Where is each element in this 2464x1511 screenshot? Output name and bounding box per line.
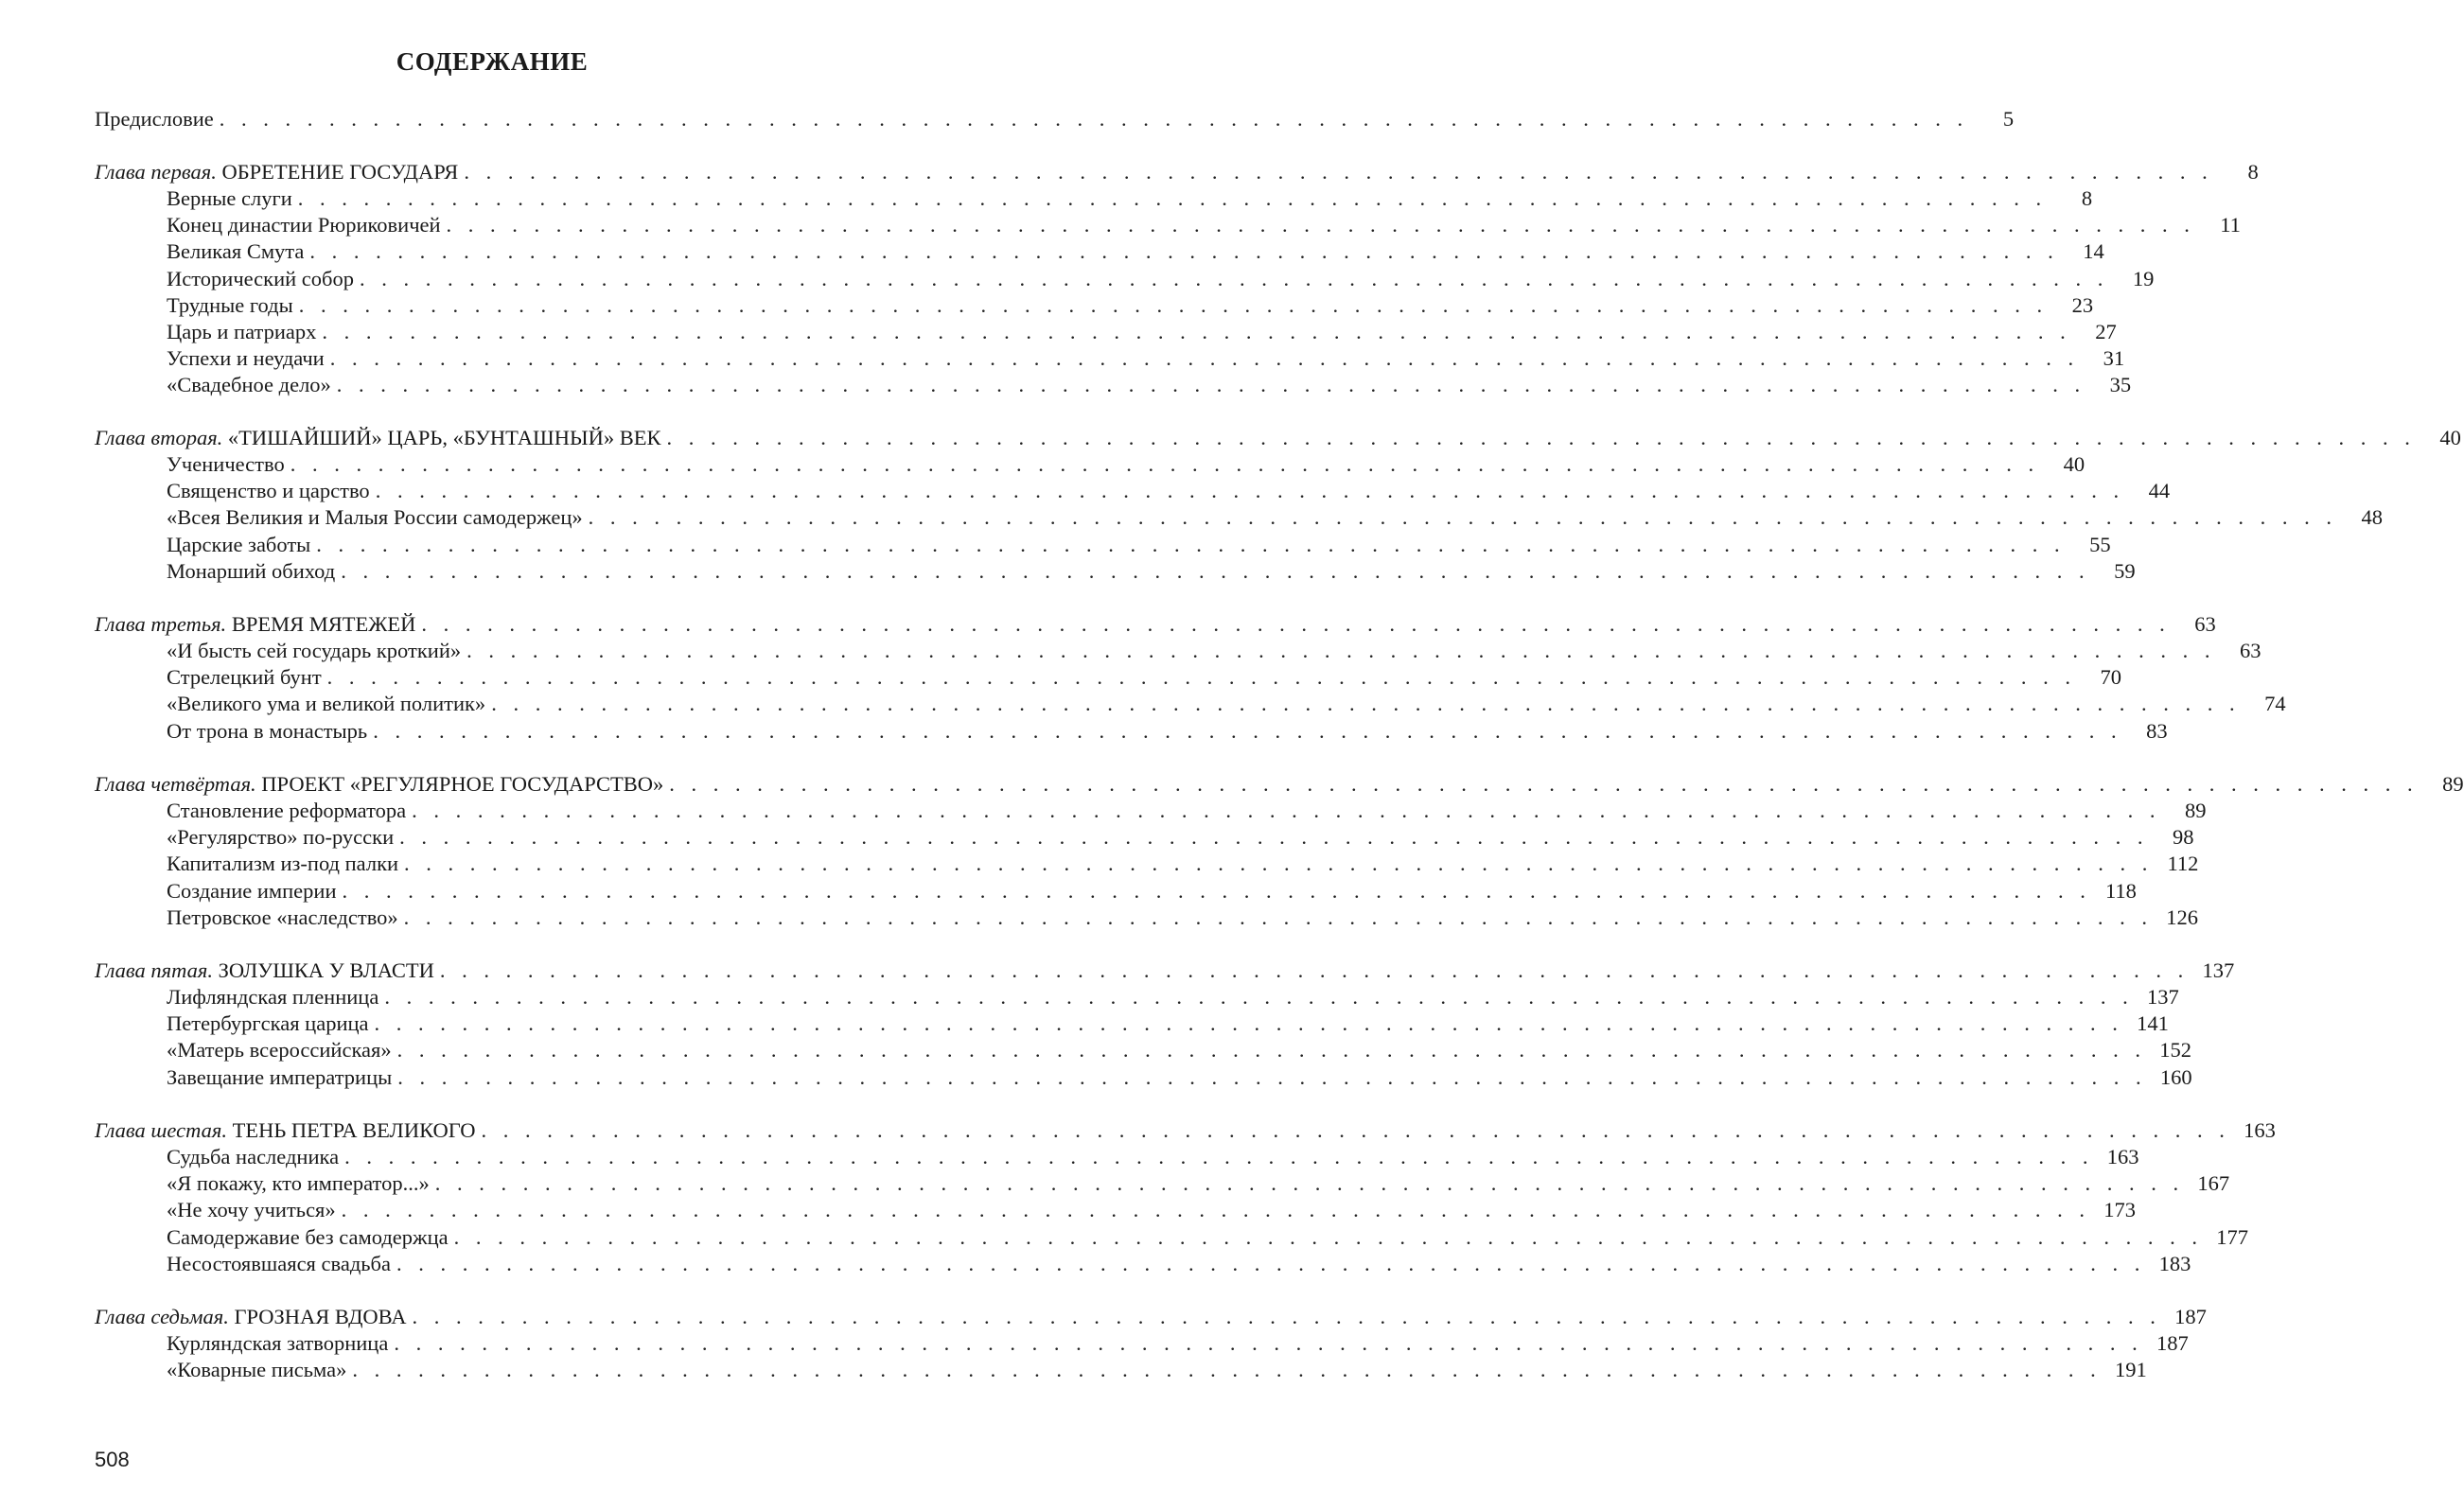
- dot-leader: . . . . . . . . . . . . . . . . . . . . . . . . . . . . . . . . . . . . . . . . . . . . . . . . . . . . . . . . . . . . . . . . . . . . . . . . . . . . . . . .: [352, 1358, 2102, 1382]
- entry-label: [95, 771, 663, 798]
- toc-section-entry: [167, 532, 2111, 558]
- entry-label: [95, 958, 434, 984]
- entry-label: [167, 185, 292, 212]
- entry-page-number: 70: [2100, 665, 2122, 690]
- page-number: 508: [95, 1448, 130, 1471]
- toc-section-entry: [167, 905, 2199, 931]
- dot-leader: . . . . . . . . . . . . . . . . . . . . . . . . . . . . . . . . . . . . . . . . . . . . . . . . . . . . . . . . . . . . . . . . . . . . . . . . . . . . . . . .: [219, 107, 1969, 131]
- dot-leader: . . . . . . . . . . . . . . . . . . . . . . . . . . . . . . . . . . . . . . . . . . . . . . . . . . . . . . . . . . . . . . . . . . . . . . . . . . . . . . . .: [329, 346, 2080, 371]
- entry-page-number: 19: [2132, 266, 2155, 290]
- entry-label: [167, 1037, 392, 1063]
- entry-label: [95, 159, 458, 185]
- toc-entry-preface: [95, 106, 2015, 132]
- dot-leader: . . . . . . . . . . . . . . . . . . . . . . . . . . . . . . . . . . . . . . . . . . . . . . . . . . . . . . . . . . . . . . . . . . . . . . . . . . . . . . . .: [588, 505, 2337, 530]
- dot-leader: . . . . . . . . . . . . . . . . . . . . . . . . . . . . . . . . . . . . . . . . . . . . . . . . . . . . . . . . . . . . . . . . . . . . . . . . . . . . . . . .: [373, 718, 2122, 743]
- entry-label: [167, 292, 293, 319]
- entry-page-number: 126: [2166, 905, 2199, 929]
- dot-leader: . . . . . . . . . . . . . . . . . . . . . . . . . . . . . . . . . . . . . . . . . . . . . . . . . . . . . . . . . . . . . . . . . . . . . . . . . . . . . . . .: [464, 160, 2213, 184]
- entry-label: [167, 638, 461, 664]
- toc-section-entry: [167, 1144, 2139, 1170]
- section-title: Завещание императрицы: [167, 1064, 393, 1089]
- toc-section-entry: [167, 1330, 2189, 1357]
- entry-page-number: 152: [2159, 1038, 2192, 1063]
- dot-leader: . . . . . . . . . . . . . . . . . . . . . . . . . . . . . . . . . . . . . . . . . . . . . . . . . . . . . . . . . . . . . . . . . . . . . . . . . . . . . . . .: [290, 452, 2040, 477]
- chapter-title: ЗОЛУШКА У ВЛАСТИ: [218, 958, 434, 982]
- toc-section-entry: [167, 1251, 2191, 1277]
- entry-label: [167, 984, 378, 1010]
- section-title: Петровское «наследство»: [167, 905, 398, 929]
- toc-section-entry: [167, 984, 2179, 1010]
- chapter-prefix: Глава пятая.: [95, 958, 213, 982]
- entry-page-number: 23: [2071, 292, 2094, 317]
- entry-page-number: 163: [2106, 1145, 2139, 1169]
- toc-section-entry: [167, 1037, 2192, 1063]
- toc-section-entry: [167, 1064, 2192, 1091]
- toc-chapter-entry: [95, 611, 2216, 638]
- toc-chapter-entry: [95, 1117, 2276, 1144]
- section-title: Петербургская царица: [167, 1011, 369, 1036]
- entry-page-number: 35: [2109, 373, 2132, 397]
- entry-page-number: 173: [2103, 1198, 2137, 1222]
- chapter-title: ОБРЕТЕНИЕ ГОСУДАРЯ: [221, 160, 459, 184]
- entry-page-number: 137: [2146, 985, 2179, 1010]
- dot-leader: . . . . . . . . . . . . . . . . . . . . . . . . . . . . . . . . . . . . . . . . . . . . . . . . . . . . . . . . . . . . . . . . . . . . . . . . . . . . . . . .: [396, 1251, 2146, 1275]
- dot-leader: . . . . . . . . . . . . . . . . . . . . . . . . . . . . . . . . . . . . . . . . . . . . . . . . . . . . . . . . . . . . . . . . . . . . . . . . . . . . . . . .: [399, 825, 2149, 850]
- section-title: Верные слуги: [167, 186, 292, 211]
- entry-page-number: 89: [2184, 799, 2207, 823]
- entry-page-number: 137: [2202, 958, 2235, 982]
- chapter-prefix: Глава седьмая.: [95, 1305, 229, 1328]
- toc-section-entry: [167, 345, 2125, 372]
- toc-section-entry: [167, 878, 2137, 905]
- entry-label: [167, 824, 394, 851]
- section-title: Священство и царство: [167, 479, 370, 503]
- section-title: Царь и патриарх: [167, 319, 317, 343]
- section-title: «Коварные письма»: [167, 1358, 347, 1382]
- toc-section-entry: [167, 1197, 2137, 1223]
- entry-label: [167, 664, 322, 691]
- section-title: Царские заботы: [167, 532, 311, 556]
- section-title: Курляндская затворница: [167, 1331, 389, 1356]
- toc-section-entry: [167, 319, 2117, 345]
- entry-label: [95, 106, 214, 132]
- entry-page-number: 11: [2220, 213, 2241, 237]
- section-title: «Не хочу учиться»: [167, 1198, 336, 1222]
- chapter-title: ТЕНЬ ПЕТРА ВЕЛИКОГО: [232, 1118, 476, 1142]
- dot-leader: . . . . . . . . . . . . . . . . . . . . . . . . . . . . . . . . . . . . . . . . . . . . . . . . . . . . . . . . . . . . . . . . . . . . . . . . . . . . . . . .: [491, 692, 2241, 716]
- dot-leader: . . . . . . . . . . . . . . . . . . . . . . . . . . . . . . . . . . . . . . . . . . . . . . . . . . . . . . . . . . . . . . . . . . . . . . . . . . . . . . . .: [394, 1331, 2143, 1356]
- chapter-prefix: Глава четвёртая.: [95, 772, 256, 796]
- section-title: Самодержавие без самодержца: [167, 1224, 449, 1249]
- dot-leader: . . . . . . . . . . . . . . . . . . . . . . . . . . . . . . . . . . . . . . . . . . . . . . . . . . . . . . . . . . . . . . . . . . . . . . . . . . . . . . . .: [446, 213, 2195, 237]
- entry-label: [167, 718, 367, 745]
- section-title: «Регулярство» по-русски: [167, 825, 395, 850]
- entry-label: [95, 1304, 407, 1330]
- entry-label: [167, 558, 335, 585]
- toc-section-entry: [167, 372, 2132, 398]
- toc-section-entry: [167, 292, 2094, 319]
- entry-label: [167, 532, 310, 558]
- entry-label: [167, 1144, 339, 1170]
- dot-leader: . . . . . . . . . . . . . . . . . . . . . . . . . . . . . . . . . . . . . . . . . . . . . . . . . . . . . . . . . . . . . . . . . . . . . . . . . . . . . . . .: [326, 665, 2077, 690]
- section-title: Становление реформатора: [167, 799, 407, 823]
- section-title: Успехи и неудачи: [167, 346, 325, 371]
- entry-page-number: 187: [2174, 1305, 2207, 1328]
- dot-leader: . . . . . . . . . . . . . . . . . . . . . . . . . . . . . . . . . . . . . . . . . . . . . . . . . . . . . . . . . . . . . . . . . . . . . . . . . . . . . . . .: [412, 1305, 2161, 1328]
- entry-page-number: 31: [2103, 346, 2125, 371]
- chapter-title: ГРОЗНАЯ ВДОВА: [234, 1305, 407, 1328]
- toc-chapter-entry: [95, 771, 2464, 798]
- toc-section-entry: [167, 212, 2241, 238]
- section-title: Ученичество: [167, 452, 285, 477]
- entry-label: [167, 212, 441, 238]
- section-title: Стрелецкий бунт: [167, 665, 322, 690]
- section-title: Монарший обиход: [167, 558, 336, 583]
- chapter-title: ПРОЕКТ «РЕГУЛЯРНОЕ ГОСУДАРСТВО»: [261, 772, 664, 796]
- section-title: Трудные годы: [167, 292, 293, 317]
- entry-label: [167, 905, 398, 931]
- section-title: «Я покажу, кто император...»: [167, 1171, 430, 1196]
- entry-label: [167, 451, 285, 478]
- section-title: Судьба наследника: [167, 1145, 340, 1169]
- section-title: Несостоявшаяся свадьба: [167, 1251, 391, 1275]
- entry-page-number: 55: [2089, 532, 2111, 556]
- entry-label: [167, 1197, 336, 1223]
- entry-label: [167, 1224, 449, 1251]
- entry-page-number: 98: [2173, 825, 2194, 850]
- entry-page-number: 8: [2081, 186, 2093, 211]
- entry-page-number: 89: [2442, 772, 2464, 796]
- toc-section-entry: [167, 238, 2104, 265]
- dot-leader: . . . . . . . . . . . . . . . . . . . . . . . . . . . . . . . . . . . . . . . . . . . . . . . . . . . . . . . . . . . . . . . . . . . . . . . . . . . . . . . .: [341, 558, 2090, 583]
- toc-section-entry: [167, 266, 2155, 292]
- preface-label: Предисловие: [95, 107, 214, 131]
- entry-page-number: 160: [2159, 1064, 2192, 1089]
- section-title: Капитализм из-под палки: [167, 852, 399, 876]
- dot-leader: . . . . . . . . . . . . . . . . . . . . . . . . . . . . . . . . . . . . . . . . . . . . . . . . . . . . . . . . . . . . . . . . . . . . . . . . . . . . . . . .: [360, 266, 2109, 290]
- dot-leader: . . . . . . . . . . . . . . . . . . . . . . . . . . . . . . . . . . . . . . . . . . . . . . . . . . . . . . . . . . . . . . . . . . . . . . . . . . . . . . . .: [412, 799, 2161, 823]
- dot-leader: . . . . . . . . . . . . . . . . . . . . . . . . . . . . . . . . . . . . . . . . . . . . . . . . . . . . . . . . . . . . . . . . . . . . . . . . . . . . . . . .: [374, 1011, 2123, 1036]
- dot-leader: . . . . . . . . . . . . . . . . . . . . . . . . . . . . . . . . . . . . . . . . . . . . . . . . . . . . . . . . . . . . . . . . . . . . . . . . . . . . . . . .: [481, 1118, 2230, 1142]
- toc-chapter-entry: [95, 1304, 2207, 1330]
- dot-leader: . . . . . . . . . . . . . . . . . . . . . . . . . . . . . . . . . . . . . . . . . . . . . . . . . . . . . . . . . . . . . . . . . . . . . . . . . . . . . . . .: [384, 985, 2134, 1010]
- entry-label: [167, 478, 370, 504]
- entry-page-number: 141: [2137, 1011, 2169, 1036]
- entry-page-number: 40: [2063, 452, 2086, 477]
- section-title: Исторический собор: [167, 266, 354, 290]
- entry-page-number: 83: [2146, 718, 2168, 743]
- dot-leader: . . . . . . . . . . . . . . . . . . . . . . . . . . . . . . . . . . . . . . . . . . . . . . . . . . . . . . . . . . . . . . . . . . . . . . . . . . . . . . . .: [453, 1224, 2203, 1249]
- dot-leader: . . . . . . . . . . . . . . . . . . . . . . . . . . . . . . . . . . . . . . . . . . . . . . . . . . . . . . . . . . . . . . . . . . . . . . . . . . . . . . . .: [434, 1171, 2185, 1196]
- entry-page-number: 5: [2002, 107, 2015, 131]
- entry-label: [167, 798, 406, 824]
- dot-leader: . . . . . . . . . . . . . . . . . . . . . . . . . . . . . . . . . . . . . . . . . . . . . . . . . . . . . . . . . . . . . . . . . . . . . . . . . . . . . . . .: [466, 639, 2216, 663]
- entry-label: [167, 878, 337, 905]
- toc-title: СОДЕРЖАНИЕ: [396, 47, 589, 76]
- entry-page-number: 27: [2095, 319, 2117, 343]
- toc-section-entry: [167, 1357, 2147, 1383]
- entry-page-number: 167: [2197, 1171, 2230, 1196]
- toc-section-entry: [167, 1170, 2230, 1197]
- dot-leader: . . . . . . . . . . . . . . . . . . . . . . . . . . . . . . . . . . . . . . . . . . . . . . . . . . . . . . . . . . . . . . . . . . . . . . . . . . . . . . . .: [397, 1064, 2147, 1089]
- dot-leader: . . . . . . . . . . . . . . . . . . . . . . . . . . . . . . . . . . . . . . . . . . . . . . . . . . . . . . . . . . . . . . . . . . . . . . . . . . . . . . . .: [341, 1198, 2091, 1222]
- toc-section-entry: [167, 798, 2207, 824]
- entry-page-number: 163: [2244, 1118, 2276, 1142]
- toc-section-entry: [167, 718, 2168, 745]
- section-title: «Матерь всероссийская»: [167, 1038, 392, 1063]
- entry-page-number: 63: [2240, 639, 2262, 663]
- toc-section-entry: [167, 1010, 2169, 1037]
- section-title: «Великого ума и великой политик»: [167, 692, 486, 716]
- toc-section-entry: [167, 478, 2171, 504]
- toc-chapter-entry: [95, 159, 2259, 185]
- section-title: Великая Смута: [167, 239, 305, 264]
- dot-leader: . . . . . . . . . . . . . . . . . . . . . . . . . . . . . . . . . . . . . . . . . . . . . . . . . . . . . . . . . . . . . . . . . . . . . . . . . . . . . . . .: [404, 852, 2154, 876]
- entry-page-number: 118: [2104, 878, 2137, 903]
- toc-section-entry: [167, 504, 2383, 531]
- dot-leader: . . . . . . . . . . . . . . . . . . . . . . . . . . . . . . . . . . . . . . . . . . . . . . . . . . . . . . . . . . . . . . . . . . . . . . . . . . . . . . . .: [322, 319, 2071, 343]
- entry-page-number: 191: [2115, 1358, 2147, 1382]
- dot-leader: . . . . . . . . . . . . . . . . . . . . . . . . . . . . . . . . . . . . . . . . . . . . . . . . . . . . . . . . . . . . . . . . . . . . . . . . . . . . . . . .: [309, 239, 2059, 264]
- entry-page-number: 74: [2264, 692, 2286, 716]
- chapter-prefix: Глава вторая.: [95, 426, 223, 449]
- toc-chapter-entry: [95, 425, 2461, 451]
- entry-label: [167, 851, 398, 877]
- toc-section-entry: [167, 664, 2122, 691]
- entry-label: [167, 1357, 346, 1383]
- toc-section-entry: [167, 824, 2194, 851]
- entry-page-number: 177: [2216, 1224, 2248, 1249]
- entry-label: [167, 1251, 391, 1277]
- chapter-title: «ТИШАЙШИЙ» ЦАРЬ, «БУНТАШНЫЙ» ВЕК: [227, 426, 661, 449]
- dot-leader: . . . . . . . . . . . . . . . . . . . . . . . . . . . . . . . . . . . . . . . . . . . . . . . . . . . . . . . . . . . . . . . . . . . . . . . . . . . . . . . .: [342, 878, 2091, 903]
- entry-page-number: 183: [2158, 1251, 2191, 1275]
- toc-section-entry: [167, 851, 2199, 877]
- entry-page-number: 48: [2361, 505, 2383, 530]
- dot-leader: . . . . . . . . . . . . . . . . . . . . . . . . . . . . . . . . . . . . . . . . . . . . . . . . . . . . . . . . . . . . . . . . . . . . . . . . . . . . . . . .: [298, 292, 2049, 317]
- entry-page-number: 14: [2083, 239, 2104, 264]
- entry-label: [167, 319, 316, 345]
- entry-label: [167, 1010, 369, 1037]
- dot-leader: . . . . . . . . . . . . . . . . . . . . . . . . . . . . . . . . . . . . . . . . . . . . . . . . . . . . . . . . . . . . . . . . . . . . . . . . . . . . . . . .: [421, 612, 2171, 636]
- dot-leader: . . . . . . . . . . . . . . . . . . . . . . . . . . . . . . . . . . . . . . . . . . . . . . . . . . . . . . . . . . . . . . . . . . . . . . . . . . . . . . . .: [344, 1145, 2094, 1169]
- entry-page-number: 59: [2114, 558, 2136, 583]
- dot-leader: . . . . . . . . . . . . . . . . . . . . . . . . . . . . . . . . . . . . . . . . . . . . . . . . . . . . . . . . . . . . . . . . . . . . . . . . . . . . . . . .: [403, 905, 2154, 929]
- section-title: «И бысть сей государь кроткий»: [167, 639, 462, 663]
- entry-label: [95, 611, 415, 638]
- toc-chapter-entry: [95, 958, 2235, 984]
- entry-label: [167, 1170, 430, 1197]
- dot-leader: . . . . . . . . . . . . . . . . . . . . . . . . . . . . . . . . . . . . . . . . . . . . . . . . . . . . . . . . . . . . . . . . . . . . . . . . . . . . . . . .: [375, 479, 2125, 503]
- toc-section-entry: [167, 1224, 2248, 1251]
- toc-section-entry: [167, 185, 2093, 212]
- entry-label: [167, 266, 354, 292]
- chapter-prefix: Глава первая.: [95, 160, 217, 184]
- dot-leader: . . . . . . . . . . . . . . . . . . . . . . . . . . . . . . . . . . . . . . . . . . . . . . . . . . . . . . . . . . . . . . . . . . . . . . . . . . . . . . . .: [316, 532, 2066, 556]
- dot-leader: . . . . . . . . . . . . . . . . . . . . . . . . . . . . . . . . . . . . . . . . . . . . . . . . . . . . . . . . . . . . . . . . . . . . . . . . . . . . . . . .: [669, 772, 2419, 796]
- chapter-prefix: Глава третья.: [95, 612, 227, 636]
- section-title: «Всея Великия и Малыя России самодержец»: [167, 505, 583, 530]
- toc-section-entry: [167, 638, 2262, 664]
- chapter-prefix: Глава шестая.: [95, 1118, 227, 1142]
- section-title: Создание империи: [167, 878, 337, 903]
- entry-label: [167, 1064, 392, 1091]
- entry-label: [167, 1330, 388, 1357]
- chapter-title: ВРЕМЯ МЯТЕЖЕЙ: [231, 612, 416, 636]
- dot-leader: . . . . . . . . . . . . . . . . . . . . . . . . . . . . . . . . . . . . . . . . . . . . . . . . . . . . . . . . . . . . . . . . . . . . . . . . . . . . . . . .: [439, 958, 2190, 982]
- toc-section-entry: [167, 558, 2136, 585]
- entry-page-number: 44: [2148, 479, 2171, 503]
- section-title: От трона в монастырь: [167, 718, 368, 743]
- entry-label: [167, 372, 331, 398]
- toc-section-entry: [167, 691, 2286, 717]
- toc-section-entry: [167, 451, 2086, 478]
- dot-leader: . . . . . . . . . . . . . . . . . . . . . . . . . . . . . . . . . . . . . . . . . . . . . . . . . . . . . . . . . . . . . . . . . . . . . . . . . . . . . . . .: [336, 373, 2086, 397]
- entry-page-number: 40: [2439, 426, 2461, 449]
- entry-label: [167, 504, 583, 531]
- entry-page-number: 112: [2167, 852, 2199, 876]
- section-title: «Свадебное дело»: [167, 373, 331, 397]
- entry-label: [95, 1117, 475, 1144]
- entry-label: [167, 238, 304, 265]
- entry-page-number: 187: [2156, 1331, 2189, 1356]
- entry-label: [167, 345, 325, 372]
- section-title: Конец династии Рюриковичей: [167, 213, 441, 237]
- entry-page-number: 8: [2247, 160, 2259, 184]
- entry-label: [167, 691, 485, 717]
- dot-leader: . . . . . . . . . . . . . . . . . . . . . . . . . . . . . . . . . . . . . . . . . . . . . . . . . . . . . . . . . . . . . . . . . . . . . . . . . . . . . . . .: [297, 186, 2048, 211]
- dot-leader: . . . . . . . . . . . . . . . . . . . . . . . . . . . . . . . . . . . . . . . . . . . . . . . . . . . . . . . . . . . . . . . . . . . . . . . . . . . . . . . .: [666, 426, 2416, 449]
- entry-page-number: 63: [2194, 612, 2216, 636]
- section-title: Лифляндская пленница: [167, 985, 379, 1010]
- dot-leader: . . . . . . . . . . . . . . . . . . . . . . . . . . . . . . . . . . . . . . . . . . . . . . . . . . . . . . . . . . . . . . . . . . . . . . . . . . . . . . . .: [396, 1038, 2147, 1063]
- entry-label: [95, 425, 660, 451]
